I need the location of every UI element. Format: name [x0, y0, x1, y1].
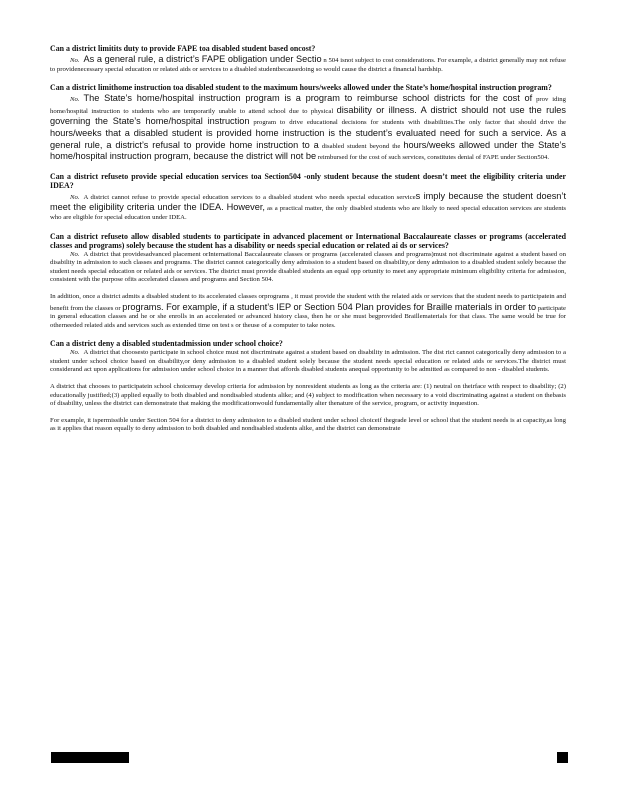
footer-page-marker [557, 752, 568, 763]
emphasized-text-run: The State’s home/hospital instruction program is a program to reimburse school districts for the cost of [83, 93, 533, 104]
answer-label: No. [70, 57, 80, 64]
question-heading: Can a district refuseto provide special education services toa Section504 -only student because the student doesn’t meet the eligibility criteria under IDEA? [50, 171, 566, 190]
answer-label: No. [70, 96, 80, 104]
text-run: A district that chooses to participatein school choicemay develop criteria for admission by nonresident students as long as the criteria are: (1) neutral on theirface with respect to disability; (2) educationally justified;(3) applied equally to both disabled and nondisabled students alike; and (4) subject to modification when necessary to a void discriminating against a student on thebasis of disability, unless the district can demonstrate that making the modificationwould fundamentally alter thenature of the service, program, or activity inquestion. [50, 383, 566, 408]
question-heading: Can a district deny a disabled studentadmission under school choice? [50, 339, 283, 349]
answer-paragraph [50, 93, 566, 163]
answer-label: No. [70, 193, 80, 201]
emphasized-text-run: As a general rule, a district’s FAPE obligation under Sectio [83, 54, 322, 64]
question-heading: Can a district limithome instruction toa disabled student to the maximum hours/weeks allowed under the State’s home/hospital instruction program? [50, 83, 552, 93]
text-run: A district cannot refuse to provide special education services to a disabled student who needs special education service [83, 193, 416, 201]
text-run: For example, it ispermissible under Section 504 for a district to deny admission to a disabled student under school choiceif thegrade level or school that the student needs is at capacity,as long as it applies that reason equally to deny admission to both disabled and nondisabled students alike, and the district can demonstrate [50, 416, 566, 433]
qa-section [50, 232, 566, 331]
text-run: reimbursed for the cost of such services, constitutes denial of FAPE under Section504. [316, 154, 550, 162]
text-run: prov iding home/hospital instruction to students who are temporarily unable to attend school due to physical [50, 96, 566, 115]
qa-section [50, 339, 566, 434]
text-run: program to drive educational decisions for students with disabilities.The only factor that should drive the [249, 119, 566, 127]
answer-paragraph [50, 191, 566, 223]
qa-section [50, 172, 566, 223]
question-heading: Can a district limitits duty to provide FAPE toa disabled student based oncost? [50, 44, 316, 53]
emphasized-text-run: programs. For example, if a student’s IEP or Section 504 Plan provides for Braille materials in order to [122, 301, 537, 312]
footer-redaction-bar [51, 752, 129, 763]
answer-label: No. [70, 349, 80, 357]
emphasized-text-run: hours/weeks allowed under the State’s home/hospital instruction program, because the district will not be [50, 139, 566, 162]
text-run: n 504 isnot subject to cost considerations. For example, a district generally may not refuse to providenecessary special education or related aids or services to a disabled studentbecausedoing so would cause the district a financial hardship. [50, 57, 566, 73]
question-heading: Can a district refuseto allow disabled students to participate in advanced placement or International Baccalaureate classes or programs (accelerated classes and programs) solely because the student has a disability or needs special education or related ai ds or services? [50, 231, 566, 250]
qa-section [50, 83, 566, 163]
body-paragraph [50, 293, 566, 330]
emphasized-text-run: s imply because the student doesn’t meet the eligibility criteria under the IDEA. However, [50, 190, 566, 213]
text-run: A district that providesadvanced placement orInternational Baccalaureate classes or programs (accelerated classes and programs)must not discriminate against a student based on disability in admission to such classes and programs. The district cannot categorically deny admission to a student based on disability,or deny admission to a disabled student solely because the student needs special education or related aids or services. The district must provide disabled students an equal opp ortunity to meet any appropriate minimum eligibility criteria for admission, consistent with the purpose ofits accelerated classes and programs and Section 504. [50, 250, 566, 284]
answer-label: No. [70, 250, 80, 258]
answer-paragraph [50, 54, 566, 74]
text-run: participate in general education classes and he or she enrolls in an accelerated or advanced history class, then he or she must begprovided Braillematerials for that class. The same would be true for otherneeded related aids and services such as extended time on test s or theuse of a computer to take notes. [50, 304, 566, 329]
document-page [50, 44, 566, 443]
emphasized-text-run: hours/weeks that a disabled student is provided home instruction is the student’s evaluated need for such a service. As a general rule, a district’s refusal to provide home instruction to a [50, 127, 566, 150]
answer-paragraph [50, 349, 566, 375]
body-paragraph [50, 383, 566, 409]
emphasized-text-run: disability or illness. A district should not use the rules governing the State’s home/hospital instruction [50, 104, 566, 127]
text-run: as a practical matter, the only disabled students who are likely to need special education services are students who are eligible for special education under IDEA. [50, 205, 566, 221]
text-run: In addition, once a district admits a disabled student to its accelerated classes orprograms , it must provide the student with the related aids or services that the student needs to participatein and benefit from the classes or [50, 292, 566, 312]
text-run: disabled student beyond the [318, 142, 404, 150]
text-run: A district that choosesto participate in school choice must not discriminate against a student based on disability in admission. The dist rict cannot categorically deny admission to a student under school choice based on disability,or deny admission to a disabled student solely because the student needs special education or related aids or services.The district must considerand act upon applications for admission under school choice in a manner that affords disabled students anequal opportunity to be admitted as compared to non - disabled students. [50, 349, 566, 374]
answer-paragraph [50, 251, 566, 285]
qa-section [50, 44, 566, 74]
body-paragraph [50, 417, 566, 434]
